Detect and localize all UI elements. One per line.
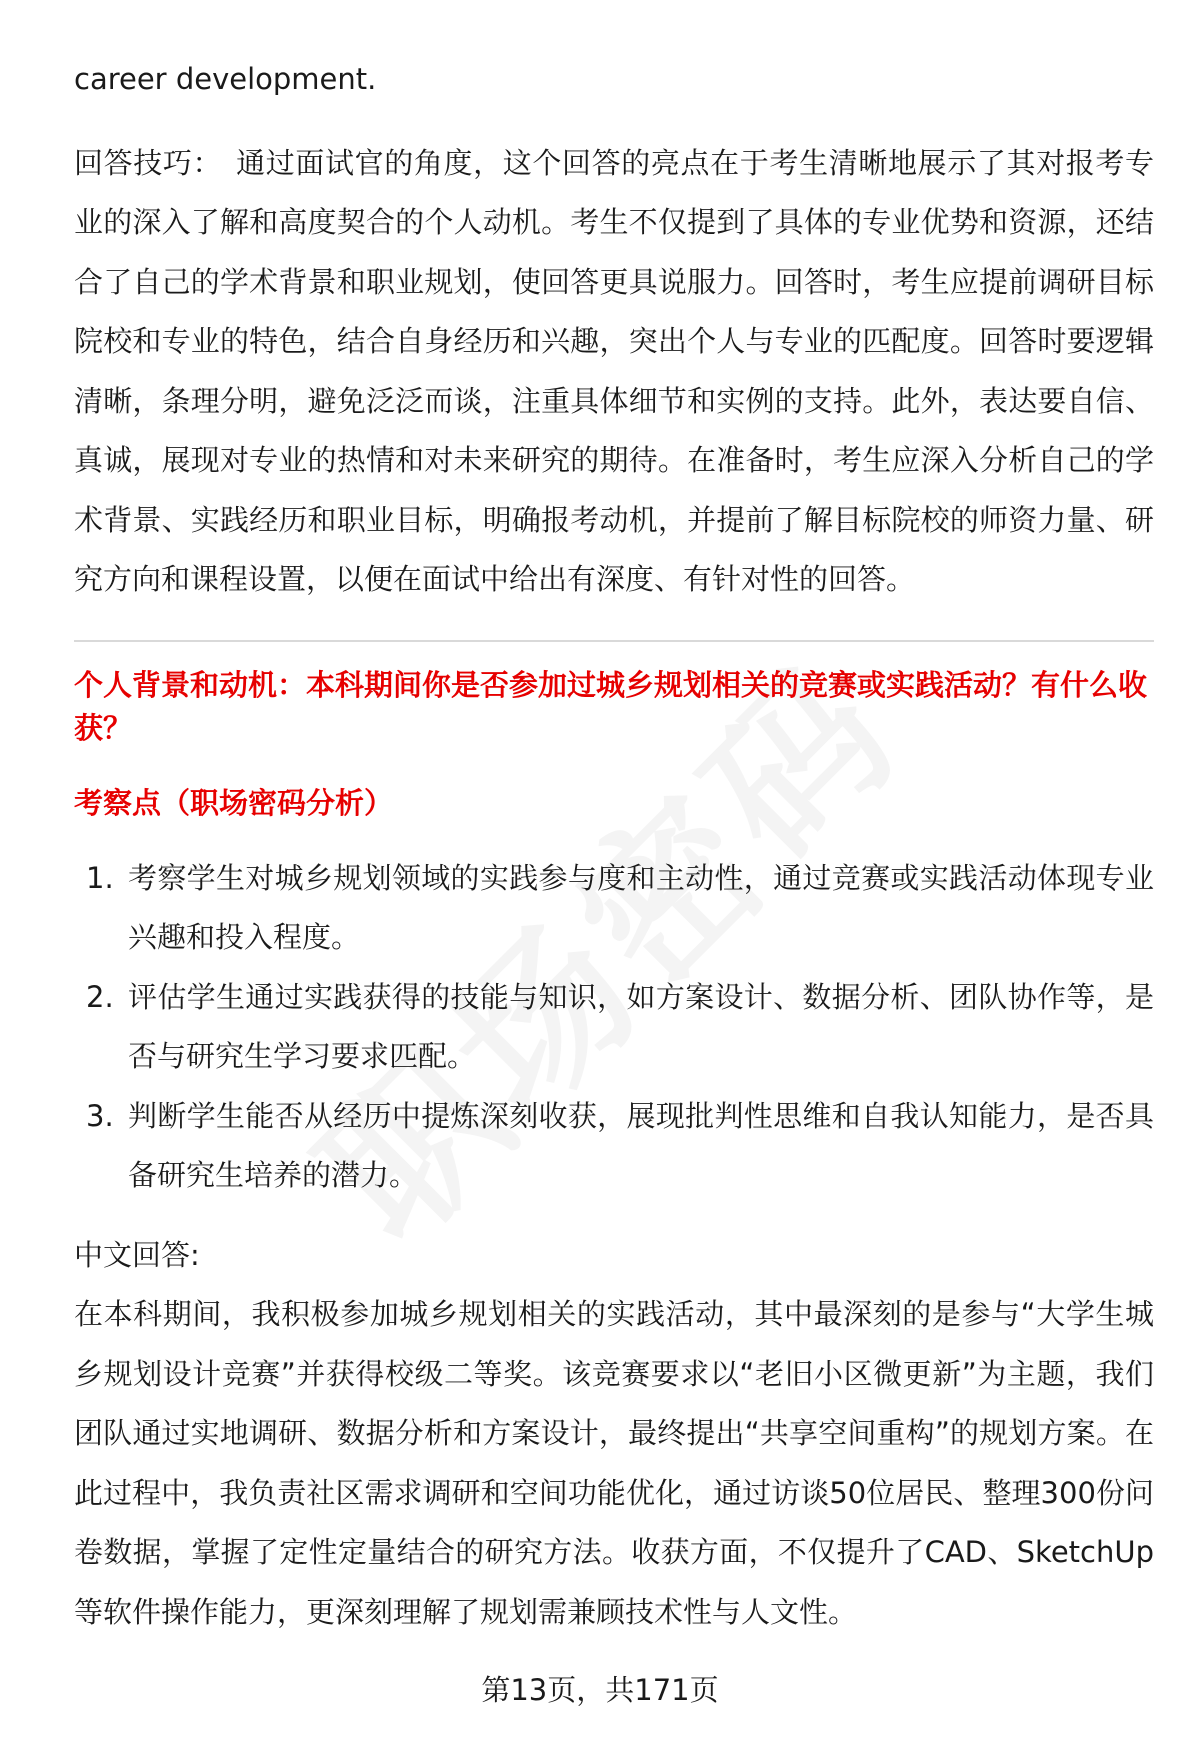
assessment-list [74,849,1154,1206]
answer-text: 在本科期间，我积极参加城乡规划相关的实践活动，其中最深刻的是参与“大学生城乡规划设计竞赛”并获得校级二等奖。该竞赛要求以“老旧小区微更新”为主题，我们团队通过实地调研、数据分析和方案设计，最终提出“共享空间重构”的规划方案。在此过程中，我负责社区需求调研和空间功能优化，通过访谈50位居民、整理300份问卷数据，掌握了定性定量结合的研究方法。收获方面，不仅提升了CAD、SketchUp等软件操作能力，更深刻理解了规划需兼顾技术性与人文性。 [74,1297,1154,1629]
page-number: 第13页，共171页 [481,1673,719,1707]
point-number: 2. [86,979,114,1014]
point-text: 判断学生能否从经历中提炼深刻收获，展现批判性思维和自我认知能力，是否具备研究生培养的潜力。 [128,1098,1154,1192]
tips-label: 回答技巧： [74,145,223,180]
point-number: 3. [86,1098,114,1133]
assessment-heading: 考察点（职场密码分析） [74,785,394,820]
assessment-point [74,968,1154,1087]
point-text: 评估学生通过实践获得的技能与知识，如方案设计、数据分析、团队协作等，是否与研究生学习要求匹配。 [128,979,1154,1073]
question-heading: 个人背景和动机：本科期间你是否参加过城乡规划相关的竞赛或实践活动？有什么收获？ [74,667,1148,745]
tips-text: 通过面试官的角度，这个回答的亮点在于考生清晰地展示了其对报考专业的深入了解和高度契合的个人动机。考生不仅提到了具体的专业优势和资源，还结合了自己的学术背景和职业规划，使回答更具说服力。回答时，考生应提前调研目标院校和专业的特色，结合自身经历和兴趣，突出个人与专业的匹配度。回答时要逻辑清晰，条理分明，避免泛泛而谈，注重具体细节和实例的支持。此外，表达要自信、真诚，展现对专业的热情和对未来研究的期待。在准备时，考生应深入分析自己的学术背景、实践经历和职业目标，明确报考动机，并提前了解目标院校的师资力量、研究方向和课程设置，以便在面试中给出有深度、有针对性的回答。 [74,145,1154,596]
answer-label: 中文回答: [74,1237,200,1272]
section-divider [74,640,1154,642]
assessment-point [74,849,1154,968]
assessment-point [74,1087,1154,1206]
document-page [74,50,1154,1642]
tips-paragraph [74,134,1154,610]
point-number: 1. [86,860,114,895]
point-text: 考察学生对城乡规划领域的实践参与度和主动性，通过竞赛或实践活动体现专业兴趣和投入程度。 [128,860,1154,954]
continued-text: career development. [74,62,377,96]
